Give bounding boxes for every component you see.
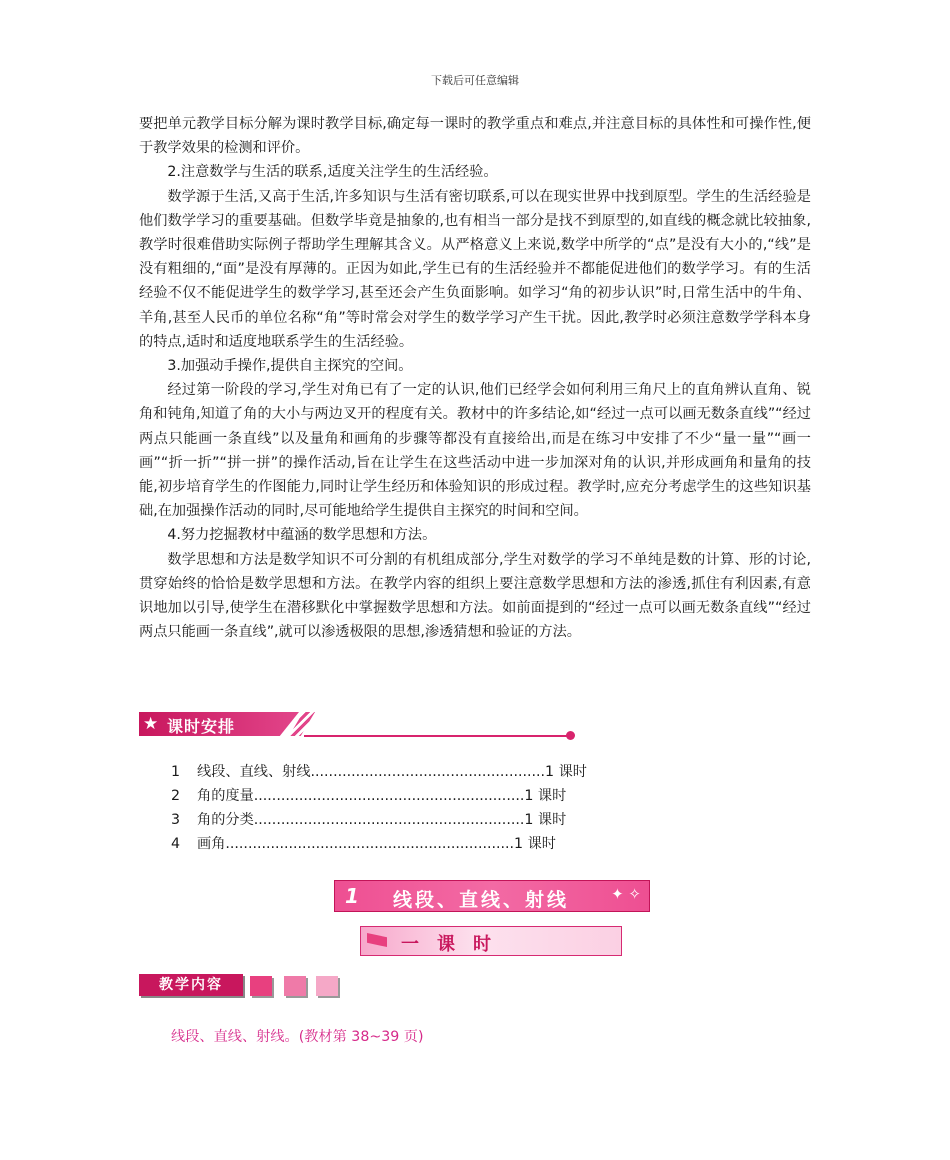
schedule-row [171,808,587,832]
schedule-name: 画角 [197,836,226,852]
schedule-number: 2 [171,788,181,804]
lesson-sub-banner [360,926,622,956]
flag-icon [367,933,387,947]
schedule-row [171,784,587,808]
schedule-name: 角的度量 [197,788,254,804]
star-icon: ★ [143,714,159,734]
page-header: 下载后可任意编辑 [431,74,519,87]
schedule-leader: ............................................................ [253,788,525,804]
banner-title: 课时安排 [167,717,236,736]
lesson-sub-title: 一课时 [401,934,509,955]
schedule-number: 1 [171,764,181,780]
schedule-row [171,832,587,856]
lesson-number: 1 [345,884,359,908]
decor-square [250,976,272,996]
teaching-content-label: 教学内容 [139,974,243,996]
schedule-leader: ............................................................ [253,812,525,828]
section-banner [139,708,439,742]
schedule-hours: 1 课时 [545,764,587,780]
teaching-content-text: 线段、直线、射线。(教材第 38~39 页) [171,1029,424,1045]
lesson-title: 线段、直线、射线 [393,889,570,911]
schedule-row [171,760,587,784]
body-text [139,112,811,644]
schedule-number: 3 [171,812,181,828]
decor-square [316,976,338,996]
schedule-leader: ................................................................ [225,836,515,852]
sparkle-icon: ✦ ✧ [611,885,641,903]
paragraph: 数学源于生活,又高于生活,许多知识与生活有密切联系,可以在现实世界中找到原型。学生的生活经验是他们数学学习的重要基础。但数学毕竟是抽象的,也有相当一部分是找不到原型的,如直线的概念就比较抽象,教学时很难借助实际例子帮助学生理解其含义。从严格意义上来说,数学中所学的“点”是没有大小的,“线”是没有粗细的,“面”是没有厚薄的。正因为如此,学生已有的生活经验并不都能促进他们的数学学习。有的生活经验不仅不能促进学生的数学学习,甚至还会产生负面影响。如学习“角的初步认识”时,日常生活中的牛角、羊角,甚至人民币的单位名称“角”等时常会对学生的数学学习产生干扰。因此,教学时必须注意数学学科本身的特点,适时和适度地联系学生的生活经验。 [139,188,811,350]
banner-line [304,735,570,737]
banner-dot [566,731,575,740]
schedule-hours: 1 课时 [524,812,567,828]
paragraph: 3.加强动手操作,提供自主探究的空间。 [167,358,413,375]
schedule-list [171,760,587,856]
schedule-hours: 1 课时 [524,788,567,804]
paragraph: 2.注意数学与生活的联系,适度关注学生的生活经验。 [167,164,498,181]
paragraph: 要把单元教学目标分解为课时教学目标,确定每一课时的教学重点和难点,并注意目标的具体性和可操作性,便于教学效果的检测和评价。 [139,116,811,157]
schedule-number: 4 [171,836,181,852]
schedule-name: 角的分类 [197,812,254,828]
schedule-leader: .................................................... [310,764,546,780]
lesson-title-banner [334,880,650,912]
paragraph: 4.努力挖掘教材中蕴涵的数学思想和方法。 [167,527,437,544]
schedule-hours: 1 课时 [514,836,556,852]
paragraph: 经过第一阶段的学习,学生对角已有了一定的认识,他们已经学会如何利用三角尺上的直角辨认直角、锐角和钝角,知道了角的大小与两边叉开的程度有关。教材中的许多结论,如“经过一点可以画无数条直线”“经过两点只能画一条直线”以及量角和画角的步骤等都没有直接给出,而是在练习中安排了不少“量一量”“画一画”“折一折”“拼一拼”的操作活动,旨在让学生在这些活动中进一步加深对角的认识,并形成画角和量角的技能,初步培育学生的作图能力,同时让学生经历和体验知识的形成过程。教学时,应充分考虑学生的这些知识基础,在加强操作活动的同时,尽可能地给学生提供自主探究的时间和空间。 [139,382,811,520]
decor-square [284,976,306,996]
schedule-name: 线段、直线、射线 [197,764,311,780]
paragraph: 数学思想和方法是数学知识不可分割的有机组成部分,学生对数学的学习不单纯是数的计算、形的讨论,贯穿始终的恰恰是数学思想和方法。在教学内容的组织上要注意数学思想和方法的渗透,抓住有利因素,有意识地加以引导,使学生在潜移默化中掌握数学思想和方法。如前面提到的“经过一点可以画无数条直线”“经过两点只能画一条直线”,就可以渗透极限的思想,渗透猜想和验证的方法。 [139,551,811,641]
